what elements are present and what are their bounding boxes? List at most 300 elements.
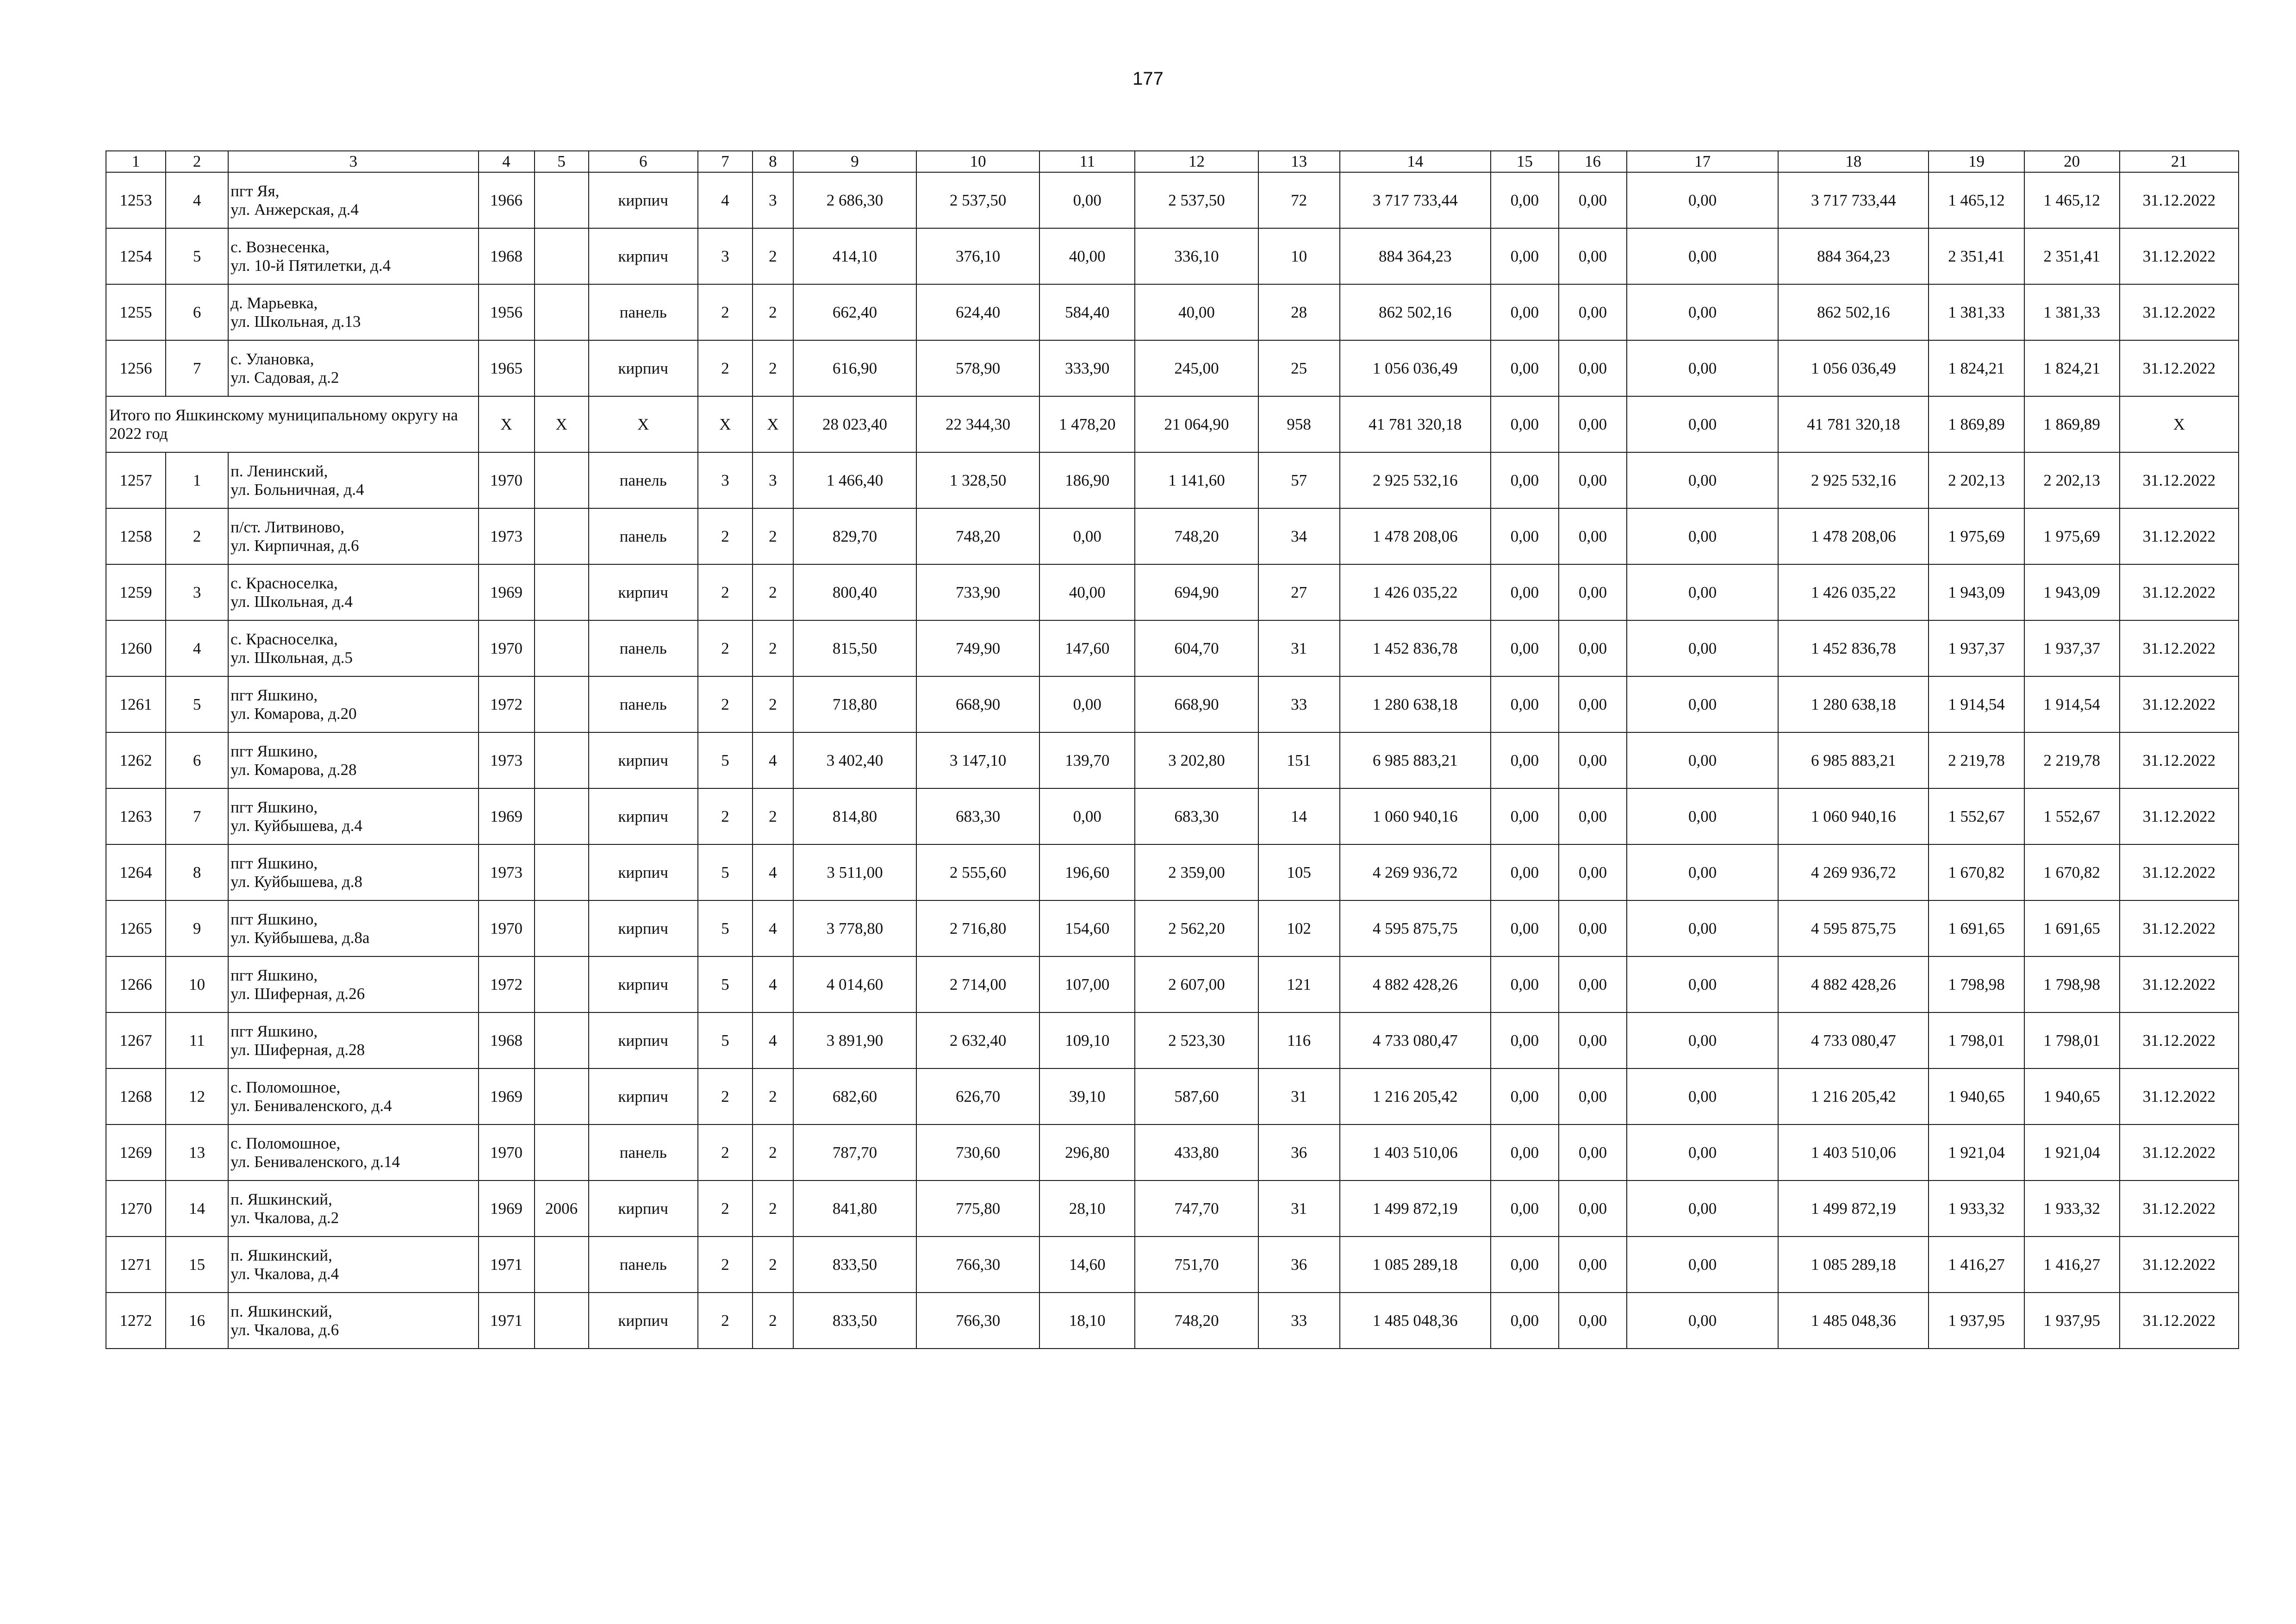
- total-cell-15: 0,00: [1491, 396, 1559, 452]
- value-cell-20: 1 798,01: [2024, 1012, 2120, 1068]
- value-cell-16: 0,00: [1559, 340, 1627, 396]
- year-built-cell: 1972: [479, 676, 535, 732]
- address-settlement: с. Вознесенка,: [230, 237, 330, 256]
- row-id-cell: 1258: [106, 508, 166, 564]
- value-cell-16: 0,00: [1559, 676, 1627, 732]
- column-number-15: 15: [1491, 151, 1559, 172]
- value-cell-11: 0,00: [1039, 676, 1135, 732]
- total-cell-11: 1 478,20: [1039, 396, 1135, 452]
- value-cell-17: 0,00: [1627, 228, 1778, 284]
- total-row: [106, 396, 2239, 452]
- address-cell: [228, 1237, 478, 1293]
- value-cell-9: 616,90: [793, 340, 916, 396]
- row-number-cell: 12: [166, 1068, 228, 1124]
- value-cell-20: 1 914,54: [2024, 676, 2120, 732]
- value-cell-9: 1 466,40: [793, 452, 916, 508]
- page-number: 177: [1132, 69, 1164, 89]
- value-cell-10: 766,30: [916, 1293, 1039, 1349]
- value-cell-9: 800,40: [793, 564, 916, 620]
- entrances-cell: 3: [753, 452, 793, 508]
- year-built-cell: 1956: [479, 284, 535, 340]
- entrances-cell: 2: [753, 1124, 793, 1181]
- year-built-cell: 1969: [479, 788, 535, 844]
- table-row: [106, 284, 2239, 340]
- row-id-cell: 1263: [106, 788, 166, 844]
- value-cell-17: 0,00: [1627, 620, 1778, 676]
- column-number-7: 7: [698, 151, 753, 172]
- value-cell-18: 4 595 875,75: [1778, 900, 1929, 956]
- value-cell-20: 1 691,65: [2024, 900, 2120, 956]
- value-cell-14: 1 060 940,16: [1340, 788, 1491, 844]
- value-cell-15: 0,00: [1491, 1068, 1559, 1124]
- value-cell-15: 0,00: [1491, 1237, 1559, 1293]
- year-renovated-cell: 2006: [535, 1181, 589, 1237]
- address-street: ул. Больничная, д.4: [230, 480, 364, 499]
- value-cell-20: 1 670,82: [2024, 844, 2120, 900]
- row-id-cell: 1267: [106, 1012, 166, 1068]
- column-number-9: 9: [793, 151, 916, 172]
- year-built-cell: 1966: [479, 172, 535, 228]
- value-cell-10: 683,30: [916, 788, 1039, 844]
- table-body: [106, 151, 2239, 1349]
- value-cell-19: 1 670,82: [1929, 844, 2024, 900]
- row-number-cell: 5: [166, 228, 228, 284]
- row-number-cell: 8: [166, 844, 228, 900]
- value-cell-13: 36: [1258, 1124, 1340, 1181]
- address-settlement: пгт Яшкино,: [230, 966, 318, 984]
- value-cell-20: 1 416,27: [2024, 1237, 2120, 1293]
- value-cell-16: 0,00: [1559, 1237, 1627, 1293]
- row-number-cell: 16: [166, 1293, 228, 1349]
- floors-cell: 2: [698, 508, 753, 564]
- value-cell-21: 31.12.2022: [2120, 172, 2239, 228]
- year-renovated-cell: [535, 564, 589, 620]
- year-built-cell: 1973: [479, 732, 535, 788]
- year-renovated-cell: [535, 508, 589, 564]
- address-street: ул. Бениваленского, д.14: [230, 1152, 400, 1171]
- value-cell-20: 1 381,33: [2024, 284, 2120, 340]
- value-cell-11: 0,00: [1039, 172, 1135, 228]
- address-street: ул. Школьная, д.13: [230, 312, 361, 331]
- address-settlement: с. Улановка,: [230, 350, 314, 368]
- year-built-cell: 1969: [479, 1068, 535, 1124]
- value-cell-13: 31: [1258, 620, 1340, 676]
- value-cell-21: 31.12.2022: [2120, 1237, 2239, 1293]
- row-id-cell: 1269: [106, 1124, 166, 1181]
- value-cell-21: 31.12.2022: [2120, 1012, 2239, 1068]
- value-cell-11: 296,80: [1039, 1124, 1135, 1181]
- value-cell-20: 1 465,12: [2024, 172, 2120, 228]
- value-cell-15: 0,00: [1491, 452, 1559, 508]
- column-number-13: 13: [1258, 151, 1340, 172]
- value-cell-13: 36: [1258, 1237, 1340, 1293]
- value-cell-9: 718,80: [793, 676, 916, 732]
- value-cell-11: 186,90: [1039, 452, 1135, 508]
- value-cell-17: 0,00: [1627, 788, 1778, 844]
- value-cell-20: 1 940,65: [2024, 1068, 2120, 1124]
- value-cell-14: 1 403 510,06: [1340, 1124, 1491, 1181]
- total-cell-18: 41 781 320,18: [1778, 396, 1929, 452]
- value-cell-15: 0,00: [1491, 228, 1559, 284]
- value-cell-18: 862 502,16: [1778, 284, 1929, 340]
- floors-cell: 2: [698, 1293, 753, 1349]
- row-number-cell: 11: [166, 1012, 228, 1068]
- value-cell-14: 1 478 208,06: [1340, 508, 1491, 564]
- value-cell-17: 0,00: [1627, 1068, 1778, 1124]
- total-cell-5: X: [535, 396, 589, 452]
- year-built-cell: 1968: [479, 1012, 535, 1068]
- value-cell-11: 107,00: [1039, 956, 1135, 1012]
- address-cell: [228, 676, 478, 732]
- value-cell-17: 0,00: [1627, 1012, 1778, 1068]
- table-row: [106, 620, 2239, 676]
- address-cell: [228, 788, 478, 844]
- value-cell-16: 0,00: [1559, 172, 1627, 228]
- total-cell-21: X: [2120, 396, 2239, 452]
- value-cell-15: 0,00: [1491, 1293, 1559, 1349]
- column-number-11: 11: [1039, 151, 1135, 172]
- value-cell-10: 730,60: [916, 1124, 1039, 1181]
- table-row: [106, 1237, 2239, 1293]
- address-settlement: п. Яшкинский,: [230, 1190, 332, 1208]
- address-street: ул. 10-й Пятилетки, д.4: [230, 256, 391, 275]
- wall-material-cell: кирпич: [589, 1293, 698, 1349]
- value-cell-14: 4 269 936,72: [1340, 844, 1491, 900]
- year-built-cell: 1970: [479, 620, 535, 676]
- table-row: [106, 844, 2239, 900]
- entrances-cell: 2: [753, 676, 793, 732]
- floors-cell: 3: [698, 228, 753, 284]
- value-cell-21: 31.12.2022: [2120, 1124, 2239, 1181]
- column-number-2: 2: [166, 151, 228, 172]
- entrances-cell: 4: [753, 1012, 793, 1068]
- value-cell-21: 31.12.2022: [2120, 676, 2239, 732]
- value-cell-11: 40,00: [1039, 564, 1135, 620]
- value-cell-16: 0,00: [1559, 1181, 1627, 1237]
- value-cell-16: 0,00: [1559, 620, 1627, 676]
- table-row: [106, 1068, 2239, 1124]
- row-id-cell: 1259: [106, 564, 166, 620]
- address-cell: [228, 228, 478, 284]
- value-cell-14: 6 985 883,21: [1340, 732, 1491, 788]
- value-cell-19: 1 937,95: [1929, 1293, 2024, 1349]
- wall-material-cell: панель: [589, 284, 698, 340]
- row-number-cell: 2: [166, 508, 228, 564]
- value-cell-16: 0,00: [1559, 1068, 1627, 1124]
- value-cell-11: 28,10: [1039, 1181, 1135, 1237]
- value-cell-15: 0,00: [1491, 508, 1559, 564]
- value-cell-16: 0,00: [1559, 1012, 1627, 1068]
- year-renovated-cell: [535, 676, 589, 732]
- row-id-cell: 1272: [106, 1293, 166, 1349]
- wall-material-cell: кирпич: [589, 1181, 698, 1237]
- value-cell-18: 4 269 936,72: [1778, 844, 1929, 900]
- row-id-cell: 1253: [106, 172, 166, 228]
- value-cell-18: 1 478 208,06: [1778, 508, 1929, 564]
- value-cell-9: 3 511,00: [793, 844, 916, 900]
- value-cell-15: 0,00: [1491, 1012, 1559, 1068]
- value-cell-21: 31.12.2022: [2120, 732, 2239, 788]
- table-row: [106, 900, 2239, 956]
- value-cell-9: 3 891,90: [793, 1012, 916, 1068]
- value-cell-21: 31.12.2022: [2120, 620, 2239, 676]
- address-street: ул. Куйбышева, д.8а: [230, 928, 370, 947]
- value-cell-12: 747,70: [1135, 1181, 1258, 1237]
- row-id-cell: 1255: [106, 284, 166, 340]
- address-cell: [228, 172, 478, 228]
- table-row: [106, 508, 2239, 564]
- value-cell-16: 0,00: [1559, 228, 1627, 284]
- address-cell: [228, 1068, 478, 1124]
- address-settlement: с. Красноселка,: [230, 574, 338, 592]
- value-cell-10: 626,70: [916, 1068, 1039, 1124]
- value-cell-20: 1 824,21: [2024, 340, 2120, 396]
- value-cell-9: 787,70: [793, 1124, 916, 1181]
- table-row: [106, 452, 2239, 508]
- value-cell-16: 0,00: [1559, 732, 1627, 788]
- value-cell-17: 0,00: [1627, 844, 1778, 900]
- value-cell-21: 31.12.2022: [2120, 340, 2239, 396]
- entrances-cell: 4: [753, 844, 793, 900]
- value-cell-10: 3 147,10: [916, 732, 1039, 788]
- address-cell: [228, 1293, 478, 1349]
- row-id-cell: 1256: [106, 340, 166, 396]
- value-cell-13: 27: [1258, 564, 1340, 620]
- value-cell-10: 2 714,00: [916, 956, 1039, 1012]
- value-cell-15: 0,00: [1491, 676, 1559, 732]
- value-cell-13: 151: [1258, 732, 1340, 788]
- row-id-cell: 1271: [106, 1237, 166, 1293]
- address-street: ул. Школьная, д.5: [230, 648, 353, 667]
- entrances-cell: 4: [753, 900, 793, 956]
- year-built-cell: 1970: [479, 1124, 535, 1181]
- value-cell-21: 31.12.2022: [2120, 564, 2239, 620]
- value-cell-10: 578,90: [916, 340, 1039, 396]
- address-settlement: д. Марьевка,: [230, 294, 318, 312]
- address-street: ул. Кирпичная, д.6: [230, 536, 359, 555]
- address-cell: [228, 1181, 478, 1237]
- floors-cell: 2: [698, 620, 753, 676]
- year-renovated-cell: [535, 1293, 589, 1349]
- address-settlement: п. Яшкинский,: [230, 1246, 332, 1264]
- floors-cell: 5: [698, 844, 753, 900]
- wall-material-cell: панель: [589, 1124, 698, 1181]
- year-renovated-cell: [535, 1012, 589, 1068]
- address-cell: [228, 1124, 478, 1181]
- value-cell-21: 31.12.2022: [2120, 452, 2239, 508]
- wall-material-cell: панель: [589, 1237, 698, 1293]
- value-cell-10: 2 632,40: [916, 1012, 1039, 1068]
- value-cell-14: 1 085 289,18: [1340, 1237, 1491, 1293]
- row-id-cell: 1257: [106, 452, 166, 508]
- value-cell-14: 1 499 872,19: [1340, 1181, 1491, 1237]
- column-number-19: 19: [1929, 151, 2024, 172]
- value-cell-14: 4 733 080,47: [1340, 1012, 1491, 1068]
- floors-cell: 2: [698, 284, 753, 340]
- value-cell-12: 2 562,20: [1135, 900, 1258, 956]
- value-cell-11: 147,60: [1039, 620, 1135, 676]
- value-cell-17: 0,00: [1627, 340, 1778, 396]
- value-cell-18: 1 452 836,78: [1778, 620, 1929, 676]
- value-cell-21: 31.12.2022: [2120, 788, 2239, 844]
- value-cell-14: 3 717 733,44: [1340, 172, 1491, 228]
- value-cell-10: 775,80: [916, 1181, 1039, 1237]
- value-cell-12: 1 141,60: [1135, 452, 1258, 508]
- value-cell-17: 0,00: [1627, 508, 1778, 564]
- column-number-17: 17: [1627, 151, 1778, 172]
- floors-cell: 2: [698, 1237, 753, 1293]
- year-built-cell: 1973: [479, 508, 535, 564]
- address-settlement: п. Яшкинский,: [230, 1302, 332, 1320]
- value-cell-13: 105: [1258, 844, 1340, 900]
- address-settlement: пгт Яшкино,: [230, 854, 318, 872]
- value-cell-18: 1 085 289,18: [1778, 1237, 1929, 1293]
- value-cell-12: 2 607,00: [1135, 956, 1258, 1012]
- value-cell-13: 31: [1258, 1068, 1340, 1124]
- wall-material-cell: кирпич: [589, 340, 698, 396]
- value-cell-20: 2 202,13: [2024, 452, 2120, 508]
- entrances-cell: 2: [753, 788, 793, 844]
- total-cell-9: 28 023,40: [793, 396, 916, 452]
- year-built-cell: 1968: [479, 228, 535, 284]
- value-cell-21: 31.12.2022: [2120, 1293, 2239, 1349]
- value-cell-19: 2 351,41: [1929, 228, 2024, 284]
- value-cell-12: 245,00: [1135, 340, 1258, 396]
- address-street: ул. Чкалова, д.2: [230, 1208, 339, 1227]
- entrances-cell: 2: [753, 284, 793, 340]
- floors-cell: 4: [698, 172, 753, 228]
- row-number-cell: 4: [166, 620, 228, 676]
- value-cell-11: 0,00: [1039, 508, 1135, 564]
- address-street: ул. Комарова, д.20: [230, 704, 357, 723]
- value-cell-19: 2 219,78: [1929, 732, 2024, 788]
- value-cell-14: 884 364,23: [1340, 228, 1491, 284]
- row-number-cell: 3: [166, 564, 228, 620]
- address-street: ул. Шиферная, д.28: [230, 1040, 365, 1059]
- year-renovated-cell: [535, 172, 589, 228]
- total-cell-19: 1 869,89: [1929, 396, 2024, 452]
- value-cell-17: 0,00: [1627, 676, 1778, 732]
- value-cell-12: 2 359,00: [1135, 844, 1258, 900]
- column-number-12: 12: [1135, 151, 1258, 172]
- value-cell-12: 2 523,30: [1135, 1012, 1258, 1068]
- entrances-cell: 3: [753, 172, 793, 228]
- row-number-cell: 13: [166, 1124, 228, 1181]
- value-cell-17: 0,00: [1627, 900, 1778, 956]
- total-cell-10: 22 344,30: [916, 396, 1039, 452]
- value-cell-19: 1 914,54: [1929, 676, 2024, 732]
- address-settlement: пгт Яшкино,: [230, 686, 318, 704]
- value-cell-11: 109,10: [1039, 1012, 1135, 1068]
- value-cell-10: 624,40: [916, 284, 1039, 340]
- address-street: ул. Садовая, д.2: [230, 368, 339, 387]
- value-cell-13: 14: [1258, 788, 1340, 844]
- column-number-14: 14: [1340, 151, 1491, 172]
- value-cell-12: 748,20: [1135, 1293, 1258, 1349]
- value-cell-21: 31.12.2022: [2120, 228, 2239, 284]
- value-cell-13: 31: [1258, 1181, 1340, 1237]
- row-number-cell: 9: [166, 900, 228, 956]
- value-cell-16: 0,00: [1559, 284, 1627, 340]
- value-cell-11: 14,60: [1039, 1237, 1135, 1293]
- address-cell: [228, 1012, 478, 1068]
- value-cell-19: 1 691,65: [1929, 900, 2024, 956]
- value-cell-18: 1 426 035,22: [1778, 564, 1929, 620]
- floors-cell: 2: [698, 788, 753, 844]
- value-cell-19: 1 552,67: [1929, 788, 2024, 844]
- address-street: ул. Чкалова, д.4: [230, 1264, 339, 1283]
- total-cell-17: 0,00: [1627, 396, 1778, 452]
- row-number-cell: 7: [166, 788, 228, 844]
- floors-cell: 2: [698, 1124, 753, 1181]
- value-cell-18: 2 925 532,16: [1778, 452, 1929, 508]
- value-cell-13: 121: [1258, 956, 1340, 1012]
- value-cell-9: 833,50: [793, 1237, 916, 1293]
- value-cell-15: 0,00: [1491, 844, 1559, 900]
- value-cell-12: 2 537,50: [1135, 172, 1258, 228]
- row-number-cell: 4: [166, 172, 228, 228]
- total-cell-16: 0,00: [1559, 396, 1627, 452]
- value-cell-9: 662,40: [793, 284, 916, 340]
- value-cell-21: 31.12.2022: [2120, 956, 2239, 1012]
- value-cell-19: 1 937,37: [1929, 620, 2024, 676]
- value-cell-17: 0,00: [1627, 732, 1778, 788]
- value-cell-14: 4 595 875,75: [1340, 900, 1491, 956]
- value-cell-10: 2 537,50: [916, 172, 1039, 228]
- value-cell-11: 333,90: [1039, 340, 1135, 396]
- value-cell-9: 814,80: [793, 788, 916, 844]
- year-renovated-cell: [535, 732, 589, 788]
- value-cell-11: 584,40: [1039, 284, 1135, 340]
- value-cell-9: 833,50: [793, 1293, 916, 1349]
- value-cell-11: 18,10: [1039, 1293, 1135, 1349]
- year-renovated-cell: [535, 788, 589, 844]
- value-cell-15: 0,00: [1491, 1181, 1559, 1237]
- row-number-cell: 14: [166, 1181, 228, 1237]
- value-cell-19: 1 824,21: [1929, 340, 2024, 396]
- value-cell-21: 31.12.2022: [2120, 844, 2239, 900]
- value-cell-13: 28: [1258, 284, 1340, 340]
- value-cell-21: 31.12.2022: [2120, 1068, 2239, 1124]
- wall-material-cell: панель: [589, 620, 698, 676]
- value-cell-9: 829,70: [793, 508, 916, 564]
- floors-cell: 2: [698, 1068, 753, 1124]
- value-cell-17: 0,00: [1627, 564, 1778, 620]
- value-cell-18: 4 733 080,47: [1778, 1012, 1929, 1068]
- value-cell-13: 25: [1258, 340, 1340, 396]
- address-settlement: пгт Яшкино,: [230, 742, 318, 760]
- column-number-8: 8: [753, 151, 793, 172]
- value-cell-20: 1 552,67: [2024, 788, 2120, 844]
- value-cell-19: 1 933,32: [1929, 1181, 2024, 1237]
- wall-material-cell: панель: [589, 508, 698, 564]
- address-cell: [228, 452, 478, 508]
- value-cell-14: 1 056 036,49: [1340, 340, 1491, 396]
- value-cell-13: 10: [1258, 228, 1340, 284]
- address-cell: [228, 620, 478, 676]
- value-cell-12: 433,80: [1135, 1124, 1258, 1181]
- total-cell-13: 958: [1258, 396, 1340, 452]
- table-row: [106, 172, 2239, 228]
- value-cell-17: 0,00: [1627, 284, 1778, 340]
- value-cell-17: 0,00: [1627, 452, 1778, 508]
- wall-material-cell: панель: [589, 452, 698, 508]
- row-number-cell: 7: [166, 340, 228, 396]
- year-built-cell: 1969: [479, 564, 535, 620]
- year-renovated-cell: [535, 900, 589, 956]
- value-cell-17: 0,00: [1627, 172, 1778, 228]
- value-cell-14: 4 882 428,26: [1340, 956, 1491, 1012]
